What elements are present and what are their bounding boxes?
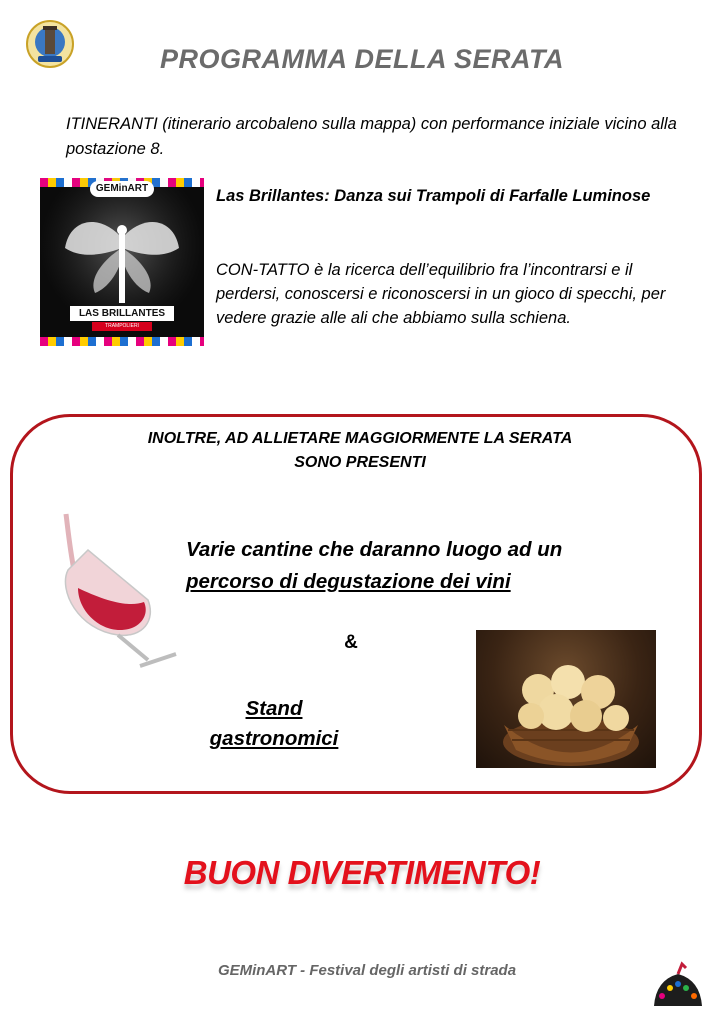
act-title: Las Brillantes: Danza sui Trampoli di Farfalle Luminose: [216, 187, 651, 205]
footer-text: GEMinART - Festival degli artisti di strada: [217, 962, 517, 979]
stand-line2: gastronomici: [209, 727, 339, 750]
poster-brand: GEMinART: [90, 181, 154, 197]
act-description: CON-TATTO è la ricerca dell’equilibrio fra l’incontrarsi e il perdersi, conoscersi e riconoscersi in un gioco di specchi, per vedere grazie alle ali che abbiamo sulla schiena.: [216, 261, 666, 327]
las-brillantes-poster: [40, 178, 204, 346]
extras-heading-line2: SONO PRESENTI: [294, 454, 426, 471]
page-title: PROGRAMMA DELLA SERATA: [160, 44, 564, 74]
extras-heading: [90, 427, 630, 475]
poster-label: LAS BRILLANTES: [70, 306, 174, 321]
poster-sublabel: TRAMPOLIERI: [92, 322, 152, 331]
wine-tasting-text: [186, 534, 656, 598]
fried-dough-basket-icon: [476, 630, 656, 768]
wine-line2: percorso di degustazione dei vini: [186, 570, 511, 593]
wine-line1: Varie cantine che daranno luogo ad un: [186, 538, 563, 561]
wine-glass-icon: [48, 510, 180, 670]
ampersand: &: [344, 632, 358, 653]
stand-line1: Stand: [245, 697, 303, 720]
poster-border-bottom: [40, 337, 204, 346]
extras-heading-line1: INOLTRE, AD ALLIETARE MAGGIORMENTE LA SERATA: [147, 430, 573, 447]
food-stand-text: [186, 694, 362, 754]
intro-text: ITINERANTI (itinerario arcobaleno sulla mappa) con performance iniziale vicino alla postazione 8.: [66, 115, 677, 158]
peacock-logo-icon: [650, 960, 706, 1010]
closing-message: BUON DIVERTIMENTO!: [183, 854, 541, 891]
